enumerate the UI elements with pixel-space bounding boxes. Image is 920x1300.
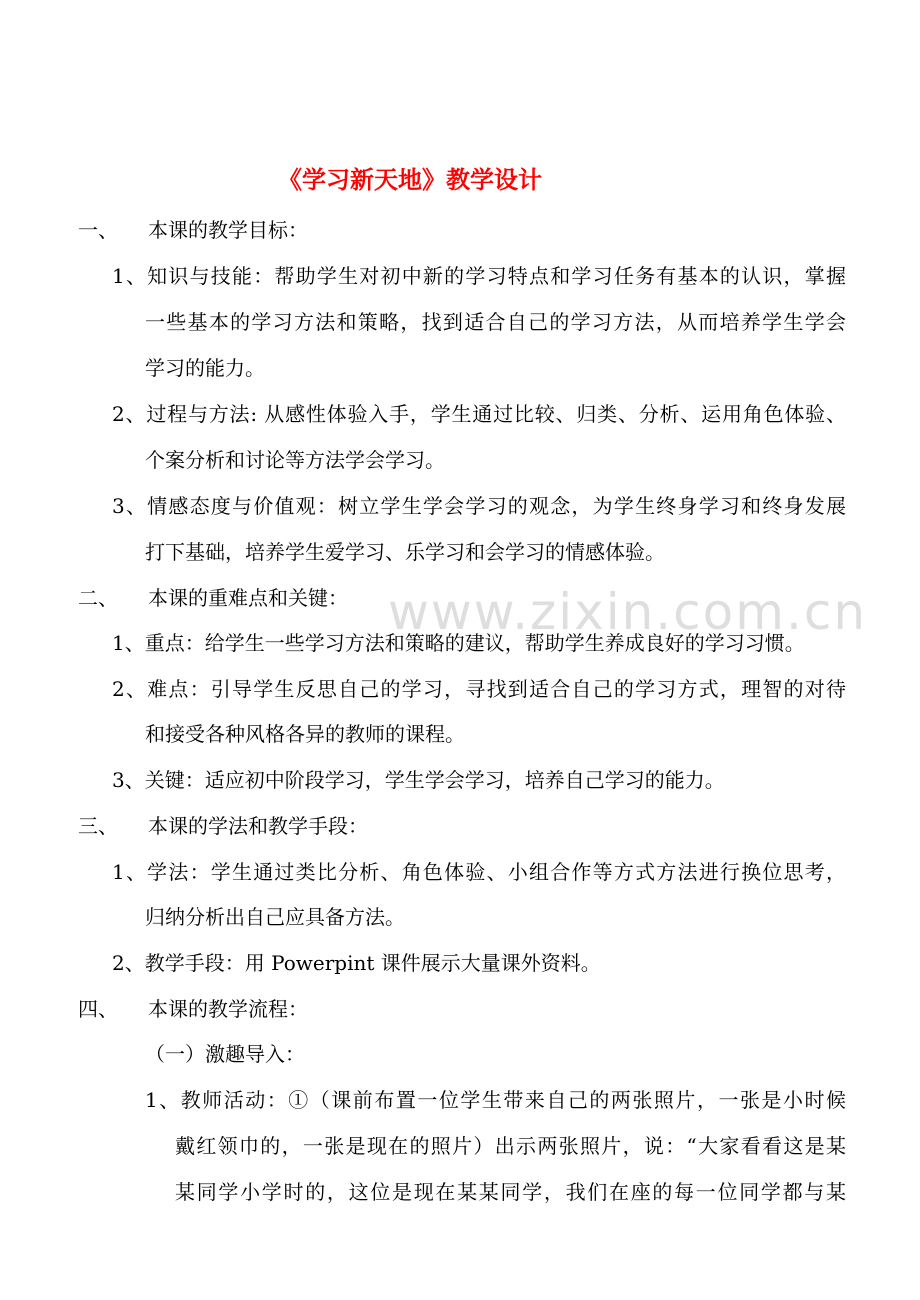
section-number: 三、 — [78, 814, 118, 838]
list-item-line: 1、教师活动：①（课前布置一位学生带来自己的两张照片，一张是小时候 — [145, 1088, 846, 1112]
list-item-line: 2、教学手段：用 Powerpint 课件展示大量课外资料。 — [112, 951, 601, 975]
list-item-line: 归纳分析出自己应具备方法。 — [145, 905, 405, 929]
list-item-line: 2、难点：引导学生反思自己的学习，寻找到适合自己的学习方式，理智的对待 — [112, 677, 846, 701]
section-title: 本课的学法和教学手段： — [148, 814, 368, 838]
section-title: 本课的教学目标： — [148, 218, 308, 242]
section-number: 四、 — [78, 997, 118, 1021]
list-item-line: 一些基本的学习方法和策略，找到适合自己的学习方法，从而培养学生学会 — [145, 310, 846, 334]
list-item-line: 学习的能力。 — [145, 356, 265, 380]
section-title: 本课的教学流程： — [148, 997, 308, 1021]
list-item-line: 1、学法：学生通过类比分析、角色体验、小组合作等方式方法进行换位思考， — [112, 860, 846, 884]
watermark: www.zixin.com.cn — [388, 583, 868, 641]
sub-heading: （一）激趣导入： — [145, 1042, 305, 1066]
list-item-line: 3、情感态度与价值观：树立学生学会学习的观念，为学生终身学习和终身发展 — [112, 494, 846, 518]
list-item-line: 和接受各种风格各异的教师的课程。 — [145, 722, 465, 746]
document-title: 《学习新天地》教学设计 — [278, 166, 542, 194]
list-item-line: 某同学小学时的，这位是现在某某同学，我们在座的每一位同学都与某 — [175, 1180, 846, 1204]
section-number: 一、 — [78, 218, 118, 242]
section-number: 二、 — [78, 586, 118, 610]
list-item-line: 1、知识与技能：帮助学生对初中新的学习特点和学习任务有基本的认识，掌握 — [112, 264, 846, 288]
list-item-line: 1、重点：给学生一些学习方法和策略的建议，帮助学生养成良好的学习习惯。 — [112, 631, 805, 655]
section-title: 本课的重难点和关键： — [148, 586, 348, 610]
list-item-line: 个案分析和讨论等方法学会学习。 — [145, 448, 445, 472]
list-item-line: 3、关键：适应初中阶段学习，学生学会学习，培养自己学习的能力。 — [112, 768, 725, 792]
list-item-line: 打下基础，培养学生爱学习、乐学习和会学习的情感体验。 — [145, 540, 665, 564]
list-item-line: 戴红领巾的，一张是现在的照片）出示两张照片，说：“大家看看这是某 — [175, 1134, 846, 1158]
list-item-line: 2、过程与方法: 从感性体验入手，学生通过比较、归类、分析、运用角色体验、 — [112, 402, 846, 426]
